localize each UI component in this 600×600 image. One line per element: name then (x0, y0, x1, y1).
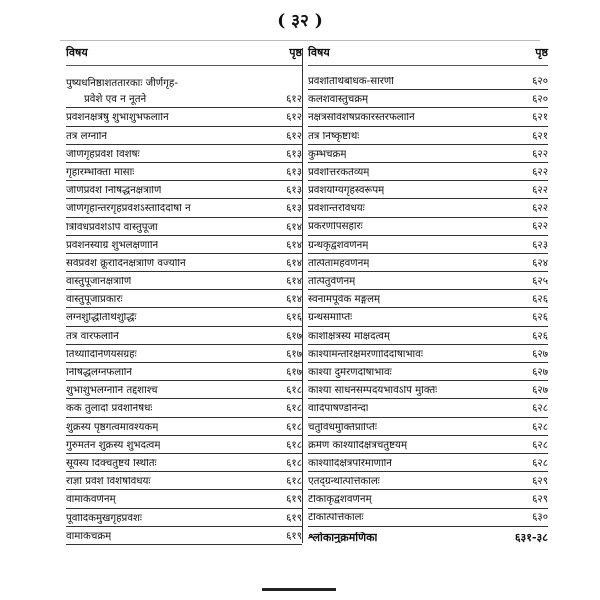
index-entry (308, 236, 548, 254)
entry-page: ६२६ (532, 312, 548, 324)
entry-page: ६२६ (532, 294, 548, 306)
entry-subject: पुष्यधनिष्ठाशततारकाः जीर्णगृह- (66, 78, 178, 90)
entry-page: ६१८ (286, 403, 302, 415)
entry-subject: काशीक्षेत्रस्य मोक्षदत्वम् (308, 331, 390, 342)
entry-subject: काश्यादिक्षेत्रपरिमाणानि (308, 458, 392, 469)
entry-page: ६१२ (286, 94, 302, 106)
entry-subject: ग्रन्थकृद्वंशवर्णनम् (308, 240, 369, 251)
entry-subject: त्रिविधप्रवेशेऽपि वास्तुपूजा (66, 222, 158, 233)
index-entry (66, 272, 302, 290)
index-entry (66, 290, 302, 308)
entry-page: ६१४ (286, 257, 302, 269)
entry-page: ६१६ (286, 312, 302, 324)
entry-subject: तत्पितामहवर्णनम् (308, 258, 370, 269)
entry-subject: पूर्वादिकमुखगृहप्रवेशः (66, 513, 142, 524)
index-entry (308, 399, 548, 417)
entry-subject: निषिद्धलग्नफलानि (66, 368, 133, 378)
entry-subject: जीर्णगृहप्रवेशे विशेषः (66, 149, 140, 160)
column-divider (302, 48, 303, 543)
entry-page: ६२९ (532, 494, 548, 506)
entry-page: ६२७ (532, 348, 548, 360)
right-column-header (308, 47, 548, 66)
index-entry (66, 436, 302, 454)
entry-subject: प्रवेशोत्तरकर्तव्यम् (308, 167, 370, 178)
entry-subject: प्रवेशान्तरविधयः (308, 204, 365, 215)
final-index-entry (308, 527, 548, 545)
entry-subject: सूर्यस्य दिक्चतुष्टये स्थितिः (66, 458, 157, 469)
right-column (308, 47, 548, 545)
index-entry (66, 381, 302, 399)
entry-subject: टीकोत्पत्तिकालः (308, 513, 364, 524)
entry-subject: वादिपाषण्डनिन्दा (308, 404, 369, 415)
page-heading: पृष्ठ (535, 46, 548, 59)
entry-page: ६१७ (286, 367, 302, 378)
entry-page: ६१८ (286, 439, 302, 451)
entry-page: ६१३ (286, 148, 302, 160)
entry-subject: काश्यां साधनसम्पदयभावेऽपि मुक्तिः (308, 386, 438, 397)
index-entry (308, 490, 548, 508)
entry-subject: शुक्रस्य पृष्ठगत्वमावश्यकम् (66, 422, 159, 433)
entry-page: ६१४ (286, 276, 302, 288)
entry-subject: कुम्भचक्रम् (308, 149, 347, 160)
index-entry (308, 509, 548, 527)
index-entry (308, 181, 548, 199)
entry-page: ६२२ (532, 185, 548, 197)
entry-page: ६२५ (532, 276, 548, 288)
entry-page: ६१४ (286, 239, 302, 251)
index-entry (308, 90, 548, 108)
entry-page: ६१८ (286, 421, 302, 433)
entry-page: ६२२ (532, 148, 548, 160)
index-entry (308, 472, 548, 490)
entry-page: ६१८ (286, 476, 302, 488)
subject-heading: विषय (66, 46, 88, 59)
entry-page: ६२२ (532, 166, 548, 178)
entry-page: ६२१ (532, 112, 548, 124)
entry-page: ६१४ (286, 221, 302, 233)
index-entry (66, 254, 302, 272)
index-entry (66, 72, 302, 108)
entry-page: ६२८ (532, 403, 548, 415)
index-entry (66, 163, 302, 181)
index-entry (308, 327, 548, 345)
entry-subject: वामार्कवर्णनम् (66, 495, 116, 506)
entry-subject: राज्ञो प्रवेशे विशेषविधयः (66, 477, 151, 488)
entry-page: ६१२ (286, 130, 302, 142)
entry-subject: स्वनामपूर्वकं मङ्गलम् (308, 295, 381, 306)
entry-subject: एतद्ग्रन्थोत्पत्तिकालः (308, 477, 380, 488)
entry-page: ६१३ (286, 203, 302, 215)
entry-page: ६२७ (532, 385, 548, 397)
page-number: ( ३२ ) (277, 11, 323, 31)
entry-subject: तत्र लग्नानि (66, 131, 108, 142)
entry-subject: श्लोकानुक्रमणिका (308, 531, 378, 543)
index-entry (308, 145, 548, 163)
index-entry (308, 127, 548, 145)
index-entry (66, 418, 302, 436)
index-entry (66, 527, 302, 545)
entry-subject: तत्र वारफलानि (66, 331, 119, 342)
entry-page: ६२४ (532, 257, 548, 269)
entry-page: ६१८ (286, 385, 302, 397)
entry-page: ६२१ (532, 130, 548, 142)
index-entry (308, 418, 548, 436)
entry-page: ६२२ (532, 221, 548, 233)
entry-subject: प्रवेशतिथिबोधक-सारणी (308, 76, 394, 87)
entry-page: ६३० (532, 512, 548, 524)
entry-page: ६२८ (532, 421, 548, 433)
index-entry (308, 454, 548, 472)
entry-page: ६२२ (532, 203, 548, 215)
entry-page: ६१९ (286, 530, 302, 542)
entry-subject: कलशवास्तुचक्रम् (308, 95, 369, 106)
entry-subject: प्रकरणोपसंहारः (308, 222, 363, 233)
entry-page: ६१९ (286, 512, 302, 524)
entry-page: ६१३ (286, 185, 302, 197)
index-entry (308, 381, 548, 399)
index-entry (66, 454, 302, 472)
entry-page: ६१४ (286, 294, 302, 306)
entry-subject: शुभाशुभलग्नानि तद्दशाश्च (66, 386, 158, 397)
index-entry (66, 108, 302, 126)
entry-page: ६१७ (286, 330, 302, 342)
entry-page: ६२० (532, 75, 548, 87)
entry-page: ६३१-३८ (514, 530, 548, 544)
entry-subject: प्रवेशनक्षत्रेषु शुभाशुभफलानि (66, 113, 169, 124)
subject-heading: विषय (308, 46, 330, 59)
entry-subject: प्रवेशयोग्यगृहस्वरूपम् (308, 186, 385, 197)
index-entry (308, 290, 548, 308)
entry-subject: तत्र निष्कृष्टार्थः (308, 131, 360, 142)
footer-rule (262, 588, 336, 591)
top-divider (60, 40, 540, 41)
index-entry (66, 490, 302, 508)
entry-subject: वास्तुपूजाप्रकारः (66, 295, 123, 306)
index-entry (308, 108, 548, 126)
index-entry (66, 363, 302, 381)
index-entry (308, 254, 548, 272)
entry-page: ६२३ (532, 239, 548, 251)
entry-subject: काश्यामन्तरिक्षमरणादिदोषाभावः (308, 349, 423, 360)
index-entry (308, 218, 548, 236)
index-entry (308, 163, 548, 181)
entry-subject: गुरुमतेन शुक्रस्य शुभदत्वम् (66, 440, 161, 451)
index-entry (308, 436, 548, 454)
index-entry (66, 181, 302, 199)
entry-subject: टीकाकृद्वंशवर्णनम् (308, 495, 372, 506)
index-entry (308, 363, 548, 381)
entry-subject: सर्वप्रवेशे क्रूरादिनक्षत्राणि वर्ज्यानि (66, 258, 186, 269)
left-entries (66, 108, 302, 545)
left-column (66, 47, 302, 545)
index-entry (66, 127, 302, 145)
entry-page: ६२८ (532, 457, 548, 469)
entry-page: ६१२ (286, 112, 302, 124)
index-entry (66, 509, 302, 527)
entry-subject: नक्षत्रसविशेषप्रकारस्तरफलानि (308, 113, 415, 124)
entry-subject: प्रवेशनस्याग्रे शुभलक्षणानि (66, 240, 159, 251)
entry-subject: वास्तुपूजानक्षत्राणि (66, 277, 132, 288)
index-entry (66, 345, 302, 363)
index-entry (66, 399, 302, 417)
entry-subject: कर्के तुलादौ प्रवेशनिषेधः (66, 404, 153, 415)
page-heading: पृष्ठ (289, 46, 302, 59)
entry-page: ६२७ (532, 366, 548, 378)
index-entry (66, 472, 302, 490)
entry-page: ६२६ (532, 330, 548, 342)
right-entries (308, 72, 548, 527)
entry-subject: जीर्णप्रवेशे निषिद्धनक्षत्राणि (66, 186, 162, 197)
entry-page: ६१९ (286, 494, 302, 506)
entry-page: ६२८ (532, 439, 548, 451)
index-entry (66, 236, 302, 254)
index-entry (308, 345, 548, 363)
entry-page: ६१३ (286, 166, 302, 178)
left-column-header (66, 47, 302, 66)
entry-page: ६१७ (286, 348, 302, 360)
index-entry (66, 145, 302, 163)
entry-subject: तत्पितुर्वर्णनम् (308, 277, 356, 288)
entry-page: ६२० (532, 94, 548, 106)
entry-subject: गृहारम्भोक्ता मासाः (66, 167, 135, 178)
index-entry (66, 327, 302, 345)
index-entry (308, 272, 548, 290)
entry-subject: लग्नशुद्धितिथिशुद्धिः (66, 313, 137, 324)
index-entry (308, 199, 548, 217)
entry-subject: जीर्णगृहान्तरगृहप्रवेशेऽस्तादिदोषो न (66, 204, 191, 215)
index-entry (66, 199, 302, 217)
index-entry (308, 308, 548, 326)
entry-subject: वामार्कचक्रम् (66, 531, 112, 542)
index-entry (66, 218, 302, 236)
entry-subject: ग्रन्थसमाप्तिः (308, 313, 353, 324)
entry-subject: चतुर्विधमुक्तिप्राप्तिः (308, 422, 377, 433)
index-entry (66, 308, 302, 326)
index-entry (308, 72, 548, 90)
entry-page: ६१८ (286, 457, 302, 469)
entry-page: ६२९ (532, 476, 548, 488)
entry-subject: काश्यां दुर्मरणदोषाभावः (308, 367, 392, 378)
entry-subject-continuation: प्रवेशे एव न नूतने (84, 94, 147, 106)
entry-subject: क्रमेण काश्यादिक्षेत्रचतुष्टयम् (308, 440, 408, 451)
entry-subject: तिथ्यादिनिर्णयसंग्रहः (66, 349, 137, 360)
